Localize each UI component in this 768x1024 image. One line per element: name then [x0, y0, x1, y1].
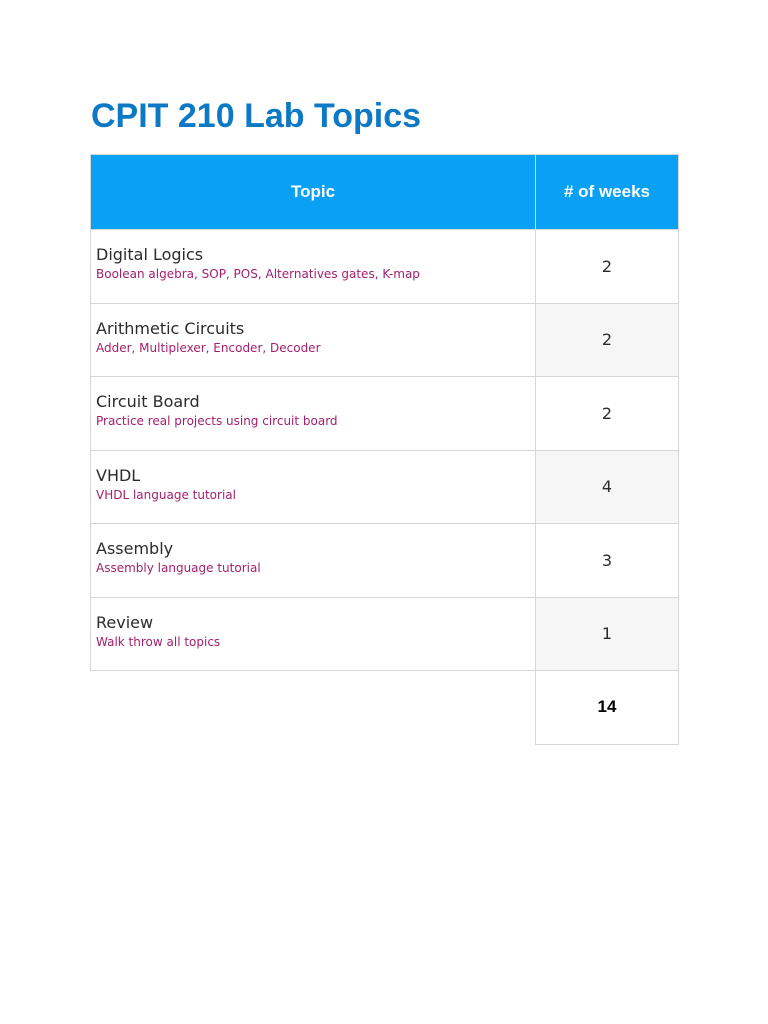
topic-description: VHDL language tutorial	[96, 487, 236, 502]
topic-description: Practice real projects using circuit board	[96, 414, 338, 429]
table-row	[91, 524, 679, 598]
topic-name: VHDL	[96, 465, 141, 485]
total-weeks: 14	[536, 671, 679, 745]
topic-cell	[91, 377, 536, 451]
table-row	[91, 597, 679, 671]
total-row	[91, 671, 679, 745]
topic-cell	[91, 597, 536, 671]
weeks-cell: 4	[536, 450, 679, 524]
table-row	[91, 230, 679, 304]
table-header-row	[91, 155, 679, 230]
topic-description: Boolean algebra, SOP, POS, Alternatives gates, K-map	[96, 267, 420, 282]
weeks-cell: 2	[536, 377, 679, 451]
topic-description: Adder, Multiplexer, Encoder, Decoder	[96, 340, 321, 355]
weeks-cell: 2	[536, 230, 679, 304]
topic-name: Digital Logics	[96, 245, 204, 265]
topic-cell	[91, 303, 536, 377]
table-row	[91, 450, 679, 524]
topic-name: Circuit Board	[96, 392, 200, 412]
page-title: CPIT 210 Lab Topics	[91, 97, 422, 135]
topic-column-header: Topic	[91, 155, 536, 230]
topic-name: Assembly	[96, 539, 174, 559]
topic-cell	[91, 524, 536, 598]
weeks-cell: 3	[536, 524, 679, 598]
topic-name: Arithmetic Circuits	[96, 318, 245, 338]
total-spacer	[91, 671, 536, 745]
topic-name: Review	[96, 612, 154, 632]
weeks-cell: 1	[536, 597, 679, 671]
table-row	[91, 303, 679, 377]
topic-cell	[91, 450, 536, 524]
weeks-cell: 2	[536, 303, 679, 377]
topic-description: Walk throw all topics	[96, 634, 221, 649]
lab-topics-table	[90, 154, 679, 745]
topic-cell	[91, 230, 536, 304]
table-row	[91, 377, 679, 451]
weeks-column-header: # of weeks	[536, 155, 679, 230]
topic-description: Assembly language tutorial	[96, 561, 261, 576]
